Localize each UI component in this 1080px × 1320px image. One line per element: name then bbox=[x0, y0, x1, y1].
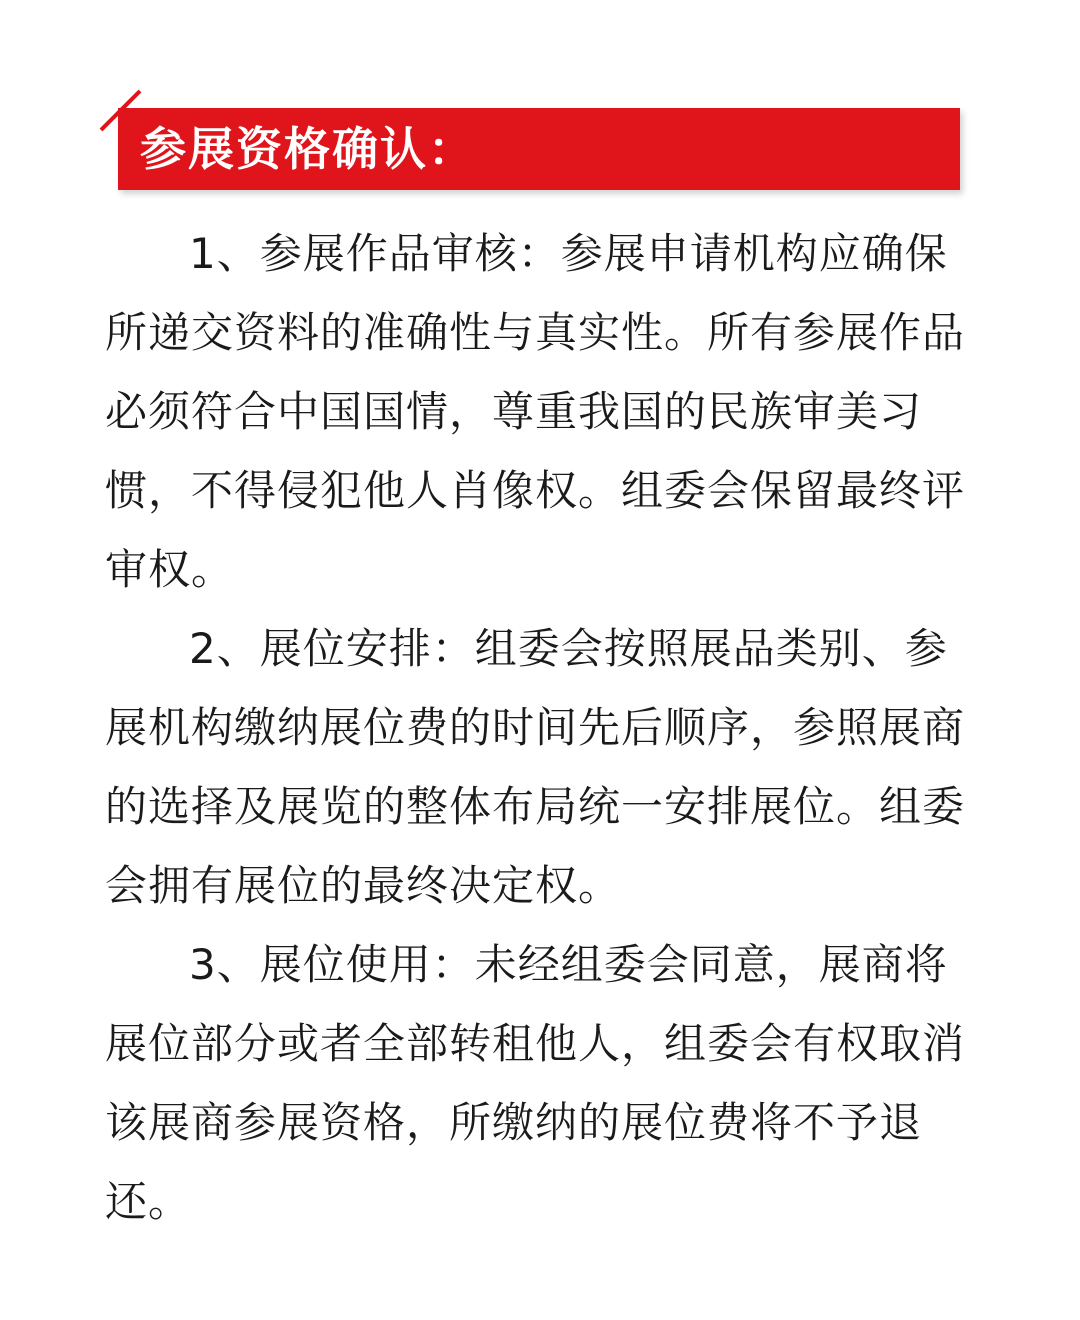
section-header bbox=[98, 88, 968, 198]
paragraph-2: 2、展位安排：组委会按照展品类别、参展机构缴纳展位费的时间先后顺序，参照展商的选择及展览的整体布局统一安排展位。组委会拥有展位的最终决定权。 bbox=[105, 624, 966, 910]
paragraph-1: 1、参展作品审核：参展申请机构应确保所递交资料的准确性与真实性。所有参展作品必须符合中国国情，尊重我国的民族审美习惯，不得侵犯他人肖像权。组委会保留最终评审权。 bbox=[105, 229, 966, 594]
content-body bbox=[105, 214, 971, 1241]
section-title: 参展资格确认： bbox=[140, 122, 476, 176]
header-banner bbox=[118, 108, 960, 190]
paragraph-3: 3、展位使用：未经组委会同意，展商将展位部分或者全部转租他人，组委会有权取消该展商参展资格，所缴纳的展位费将不予退还。 bbox=[105, 940, 966, 1226]
